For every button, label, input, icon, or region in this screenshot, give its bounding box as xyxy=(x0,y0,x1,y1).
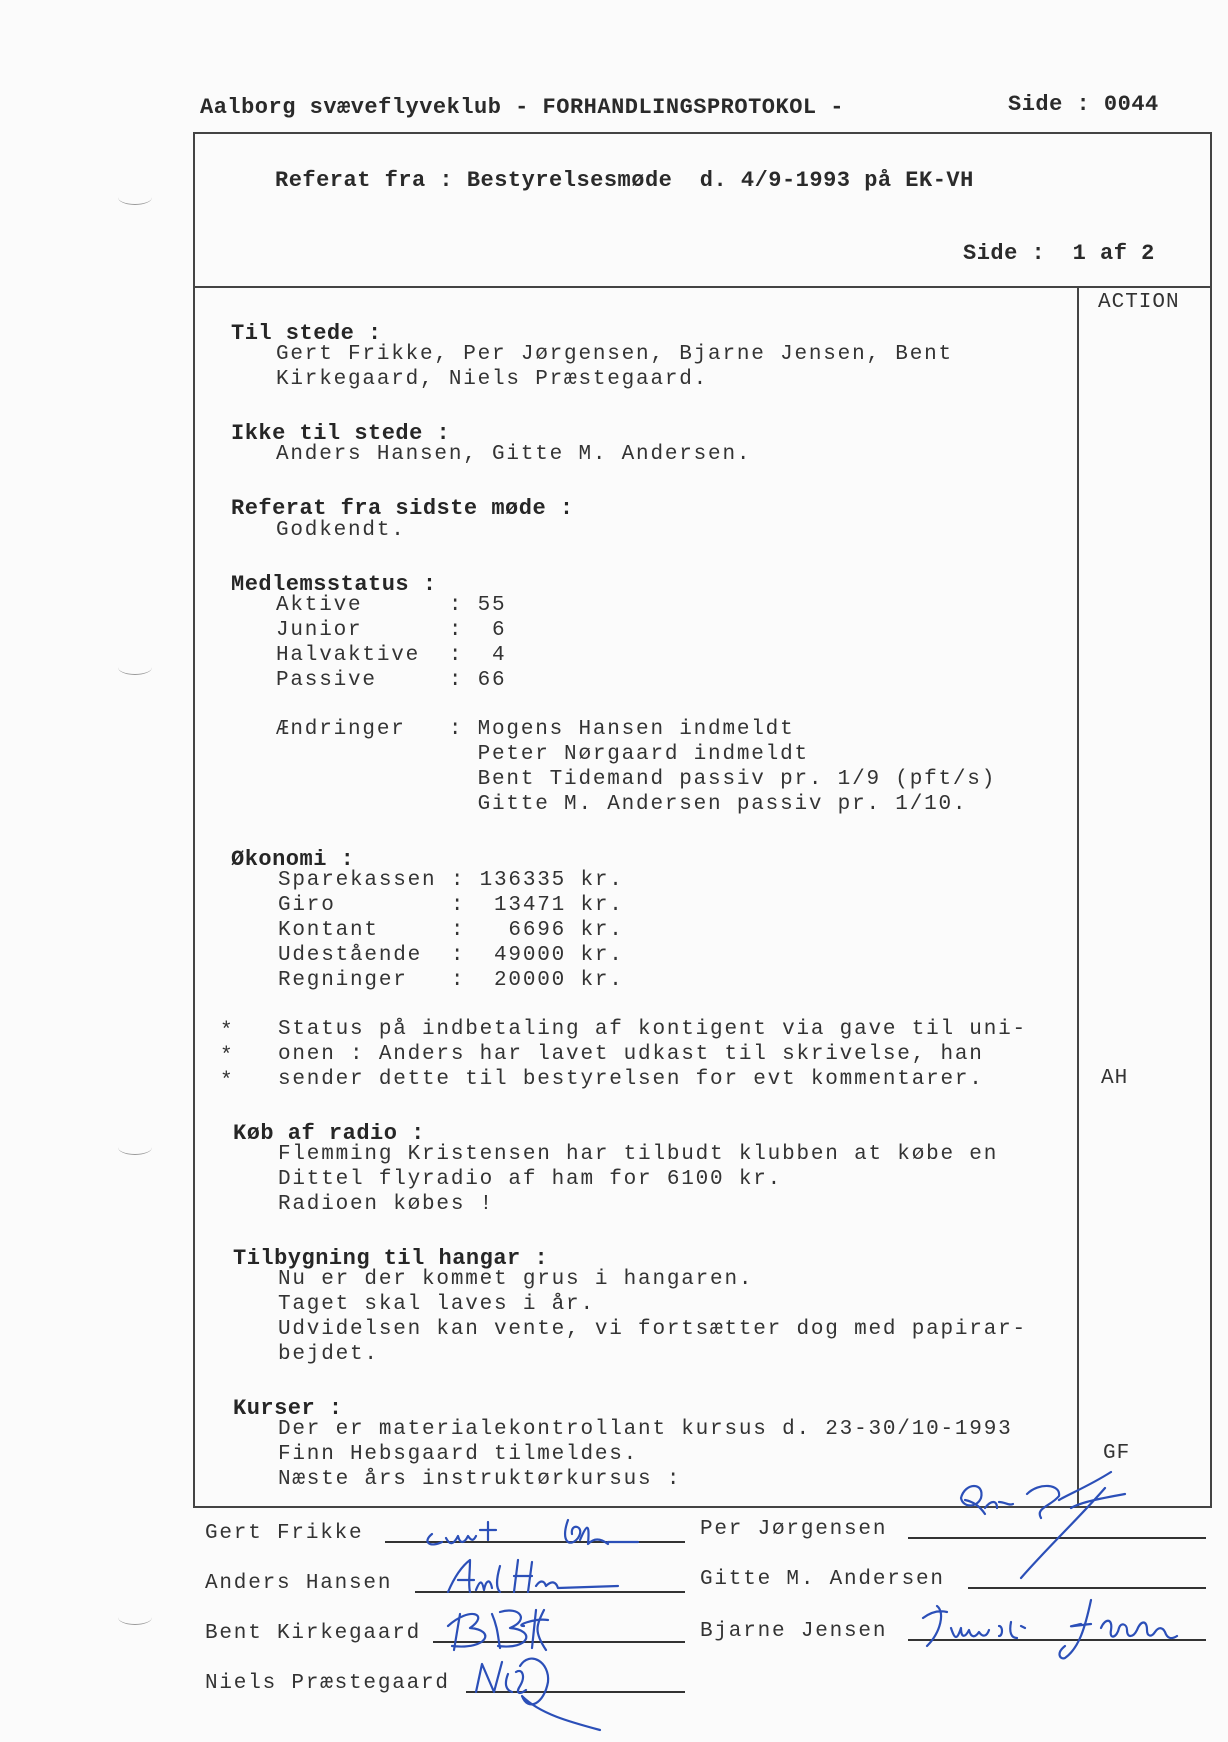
item-marker-star: * xyxy=(220,1045,235,1068)
handwritten-signature xyxy=(470,1652,670,1732)
punch-hole-mark xyxy=(118,1140,152,1155)
hangar-line: Taget skal laves i år. xyxy=(278,1293,595,1316)
signatory-name: Gert Frikke xyxy=(205,1522,364,1545)
page-title: Aalborg svæveflyveklub - FORHANDLINGSPROTOKOL - xyxy=(200,95,845,120)
attendees-line: Kirkegaard, Niels Præstegaard. xyxy=(276,368,709,391)
radio-heading: Køb af radio : xyxy=(233,1121,425,1146)
item-marker-star: * xyxy=(220,1020,235,1043)
attendees-heading: Til stede : xyxy=(231,321,382,346)
membership-line: Halvaktive : 4 xyxy=(276,644,507,667)
contingent-line: onen : Anders har lavet udkast til skrivelse, han xyxy=(278,1043,984,1066)
action-column-header: ACTION xyxy=(1098,291,1180,314)
radio-line: Radioen købes ! xyxy=(278,1193,495,1216)
previous-minutes-line: Godkendt. xyxy=(276,519,406,542)
absentees-line: Anders Hansen, Gitte M. Andersen. xyxy=(276,443,752,466)
hangar-heading: Tilbygning til hangar : xyxy=(233,1246,549,1271)
attendees-line: Gert Frikke, Per Jørgensen, Bjarne Jensen, Bent xyxy=(276,343,953,366)
hangar-line: bejdet. xyxy=(278,1343,379,1366)
meeting-title: Referat fra : Bestyrelsesmøde d. 4/9-1993 på EK-VH xyxy=(275,168,974,193)
membership-heading: Medlemsstatus : xyxy=(231,572,437,597)
membership-line: Junior : 6 xyxy=(276,619,507,642)
signature-line xyxy=(968,1587,1206,1589)
hangar-line: Nu er der kommet grus i hangaren. xyxy=(278,1268,754,1291)
courses-line: Finn Hebsgaard tilmeldes. xyxy=(278,1443,639,1466)
signatory-name: Gitte M. Andersen xyxy=(700,1568,945,1591)
courses-line: Næste års instruktørkursus : xyxy=(278,1468,682,1491)
contingent-line: sender dette til bestyrelsen for evt kommentarer. xyxy=(278,1068,984,1091)
absentees-heading: Ikke til stede : xyxy=(231,421,451,446)
membership-change-line: Bent Tidemand passiv pr. 1/9 (pft/s) xyxy=(276,768,997,791)
economy-line: Kontant : 6696 kr. xyxy=(278,919,624,942)
membership-line: Passive : 66 xyxy=(276,669,507,692)
hangar-line: Udvidelsen kan vente, vi fortsætter dog med papirar- xyxy=(278,1318,1027,1341)
action-initials: AH xyxy=(1101,1067,1129,1090)
handwritten-signature xyxy=(440,1556,640,1596)
courses-heading: Kurser : xyxy=(233,1396,343,1421)
economy-line: Udestående : 49000 kr. xyxy=(278,944,624,967)
signatory-name: Per Jørgensen xyxy=(700,1518,888,1541)
signatory-name: Niels Præstegaard xyxy=(205,1672,450,1695)
membership-change-line: Ændringer : Mogens Hansen indmeldt xyxy=(276,718,795,741)
courses-line: Der er materialekontrollant kursus d. 23-30/10-1993 xyxy=(278,1418,1013,1441)
membership-change-line: Gitte M. Andersen passiv pr. 1/10. xyxy=(276,793,968,816)
previous-minutes-heading: Referat fra sidste møde : xyxy=(231,496,574,521)
punch-hole-mark xyxy=(118,660,152,675)
economy-line: Regninger : 20000 kr. xyxy=(278,969,624,992)
handwritten-signature xyxy=(915,1598,1205,1668)
radio-line: Dittel flyradio af ham for 6100 kr. xyxy=(278,1168,783,1191)
signatory-name: Bjarne Jensen xyxy=(700,1620,888,1643)
handwritten-signature xyxy=(955,1478,1185,1578)
punch-hole-mark xyxy=(118,1610,152,1625)
handwritten-signature xyxy=(420,1512,680,1552)
economy-heading: Økonomi : xyxy=(231,847,355,872)
sheet-number: Side : 1 af 2 xyxy=(963,241,1155,266)
punch-hole-mark xyxy=(118,190,152,205)
handwritten-signature xyxy=(440,1606,640,1652)
signatory-name: Anders Hansen xyxy=(205,1572,393,1595)
page-number: Side : 0044 xyxy=(1008,92,1159,117)
membership-change-line: Peter Nørgaard indmeldt xyxy=(276,743,809,766)
contingent-line: Status på indbetaling af kontigent via gave til uni- xyxy=(278,1018,1027,1041)
signatory-name: Bent Kirkegaard xyxy=(205,1622,422,1645)
item-marker-star: * xyxy=(220,1070,235,1093)
action-initials: GF xyxy=(1103,1442,1131,1465)
action-column-divider xyxy=(1077,287,1079,1506)
membership-line: Aktive : 55 xyxy=(276,594,507,617)
radio-line: Flemming Kristensen har tilbudt klubben at købe en xyxy=(278,1143,999,1166)
economy-line: Giro : 13471 kr. xyxy=(278,894,624,917)
economy-line: Sparekassen : 136335 kr. xyxy=(278,869,624,892)
